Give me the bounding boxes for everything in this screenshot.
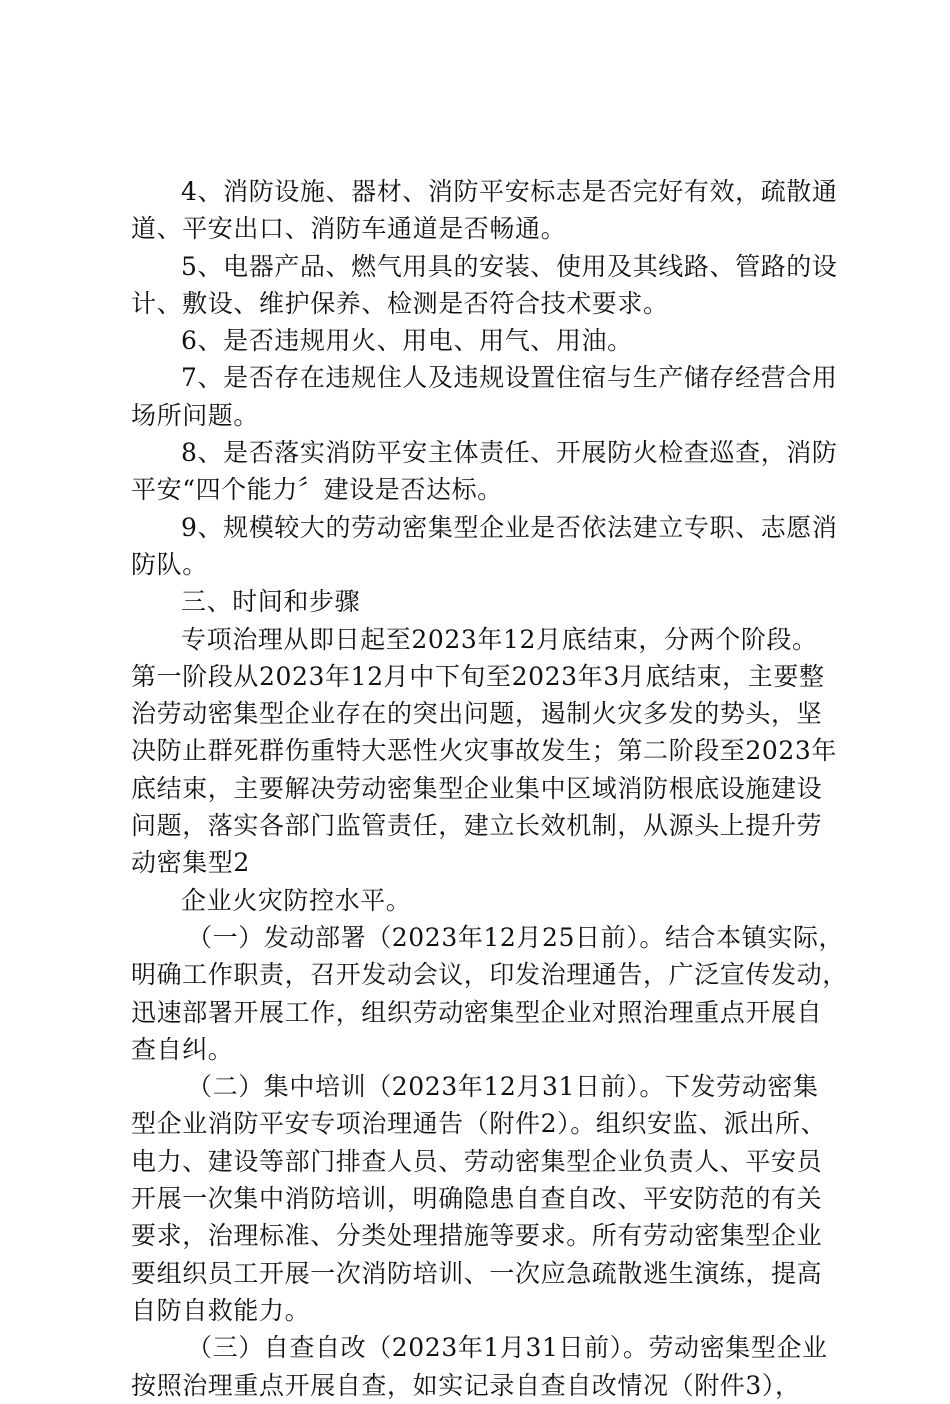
text-line: 动密集型2 [131, 848, 250, 878]
text-line: 要组织员工开展一次消防培训、一次应急疏散逃生演练，提高 [131, 1258, 823, 1288]
text-line: 明确工作职责，召开发动会议，印发治理通告，广泛宣传发动， [131, 960, 848, 990]
text-line: （二）集中培训（2023年12月31日前）。下发劳动密集 [187, 1072, 819, 1102]
text-line: 平安“四个能力〞建设是否达标。 [131, 475, 503, 505]
text-line: 4、消防设施、器材、消防平安标志是否完好有效，疏散通 [181, 177, 838, 206]
text-line: 防队。 [131, 549, 208, 579]
text-line: 迅速部署开展工作，组织劳动密集型企业对照治理重点开展自 [131, 997, 823, 1027]
text-line: 问题，落实各部门监管责任，建立长效机制，从源头上提升劳 [131, 811, 823, 841]
text-line: 9、规模较大的劳动密集型企业是否依法建立专职、志愿消 [181, 512, 838, 542]
text-line: 6、是否违规用火、用电、用气、用油。 [181, 326, 633, 356]
text-line: 专项治理从即日起至2023年12月底结束，分两个阶段。 [181, 624, 818, 654]
text-line: 开展一次集中消防培训，明确隐患自查自改、平安防范的有关 [131, 1184, 823, 1214]
text-line: 7、是否存在违规住人及违规设置住宿与生产储存经营合用 [181, 363, 838, 393]
text-line: 场所问题。 [131, 400, 260, 430]
text-line: 第一阶段从2023年12月中下旬至2023年3月底结束，主要整 [131, 661, 825, 691]
text-line: 企业火灾防控水平。 [181, 885, 412, 915]
text-line: 查自纠。 [131, 1034, 234, 1064]
text-line: 电力、建设等部门排查人员、劳动密集型企业负责人、平安员 [131, 1146, 823, 1176]
section-heading: 三、时间和步骤 [181, 587, 361, 617]
text-line: 决防止群死群伤重特大恶性火灾事故发生；第二阶段至2023年 [131, 736, 838, 766]
text-line: 底结束，主要解决劳动密集型企业集中区域消防根底设施建设 [131, 773, 823, 803]
text-line: 按照治理重点开展自查，如实记录自查自改情况（附件3）， [131, 1370, 801, 1400]
text-line: （三）自查自改（2023年1月31日前）。劳动密集型企业 [187, 1333, 828, 1363]
text-line: （一）发动部署（2023年12月25日前）。结合本镇实际， [187, 922, 845, 952]
text-line: 型企业消防平安专项治理通告（附件2）。组织安监、派出所、 [131, 1109, 827, 1139]
text-line: 治劳动密集型企业存在的突出问题，遏制火灾多发的势头，坚 [131, 699, 823, 729]
text-line: 道、平安出口、消防车通道是否畅通。 [131, 214, 567, 244]
text-line: 自防自救能力。 [131, 1295, 311, 1325]
text-line: 要求，治理标准、分类处理措施等要求。所有劳动密集型企业 [131, 1221, 823, 1251]
text-line: 5、电器产品、燃气用具的安装、使用及其线路、管路的设 [181, 251, 838, 281]
document-body [131, 173, 848, 1404]
text-line: 8、是否落实消防平安主体责任、开展防火检查巡查，消防 [181, 438, 838, 468]
text-line: 计、敷设、维护保养、检测是否符合技术要求。 [131, 288, 669, 318]
